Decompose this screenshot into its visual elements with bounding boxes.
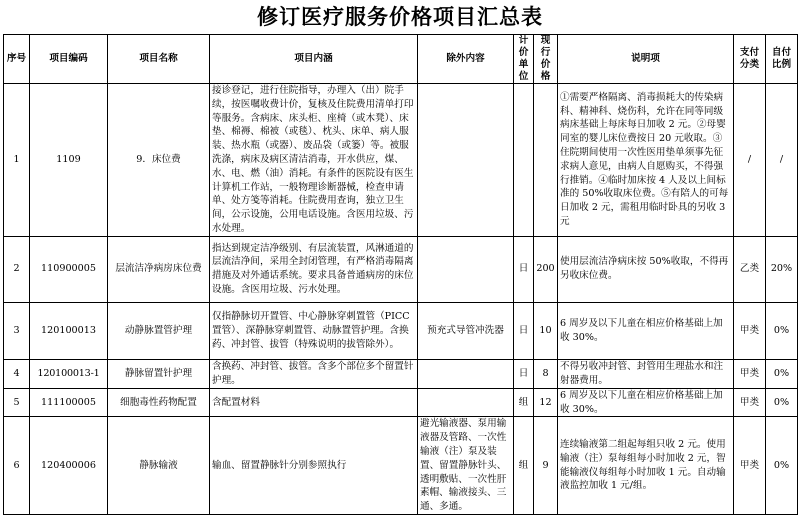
header-code: 项目编码 (30, 35, 108, 84)
cell-name: 9．床位费 (108, 84, 210, 237)
cell-content: 含换药、冲封管、拔管。含多个部位多个留置针护理。 (210, 359, 418, 388)
page-title: 修订医疗服务价格项目汇总表 (257, 4, 543, 29)
cell-self-ratio: / (766, 84, 798, 237)
cell-excluded: 预充式导管冲洗器 (418, 302, 514, 359)
cell-pay-class: 甲类 (734, 388, 766, 417)
cell-name: 静脉留置针护理 (108, 359, 210, 388)
cell-notes: 6 周岁及以下儿童在相应价格基础上加收 30%。 (558, 388, 734, 417)
cell-unit (514, 84, 534, 237)
header-pay-class: 支付分类 (734, 35, 766, 84)
cell-pay-class: 乙类 (734, 236, 766, 302)
cell-seq: 6 (4, 417, 30, 515)
table-row (4, 359, 798, 388)
cell-excluded (418, 359, 514, 388)
cell-self-ratio: 20% (766, 236, 798, 302)
header-price: 现行价格 (534, 35, 558, 84)
cell-price: 12 (534, 388, 558, 417)
header-notes: 说明项 (558, 35, 734, 84)
cell-price: 9 (534, 417, 558, 515)
cell-code: 120100013 (30, 302, 108, 359)
cell-self-ratio: 0% (766, 359, 798, 388)
cell-content: 仅指静脉切开置管、中心静脉穿刺置管（PICC 置管）、深静脉穿刺置管、动脉置管护理。含换药、冲封管、拔管（特殊说明的拔管除外）。 (210, 302, 418, 359)
cell-notes: ①需要严格隔离、消毒损耗大的传染病科、精神科、烧伤科，允许在同等同级病床基础上每床每日加收 2 元。②母婴同室的婴儿床位费按日 20 元收取。③住院期间使用一次性医用垫单须事先征求病人意见，由病人自愿购买，不得强行推销。④临时加床按 4 人及以上间标准的 50%收取床位费。⑤有陪人的可每日加收 2 元，需租用临时卧具的另收 3 元 (558, 84, 734, 237)
header-excluded: 除外内容 (418, 35, 514, 84)
cell-content: 接诊登记，进行住院指导，办理入（出）院手续，按医嘱收费计价，复核及住院费用清单打印等服务。含病床、床头柜、座椅（或木凳）、床垫、棉褥、棉被（或毯）、枕头、床单、病人服装、热水瓶（或器）、废品袋（或篓）等。被服洗涤，病床及病区清洁消毒，开水供应，煤、水、电、燃（油）消耗。有条件的医院设有医生计算机工作站，一般物理诊断器械，检查申请单、处方笺等消耗。住院费用查询，独立卫生间，公示设施，公用电话设施。含医用垃圾、污水处理。 (210, 84, 418, 237)
cell-name: 动静脉置管护理 (108, 302, 210, 359)
cell-seq: 2 (4, 236, 30, 302)
cell-seq: 4 (4, 359, 30, 388)
header-seq: 序号 (4, 35, 30, 84)
cell-unit: 日 (514, 236, 534, 302)
cell-seq: 5 (4, 388, 30, 417)
cell-content: 输血、留置静脉针分别参照执行 (210, 417, 418, 515)
cell-price: 10 (534, 302, 558, 359)
header-content: 项目内涵 (210, 35, 418, 84)
cell-code: 120100013-1 (30, 359, 108, 388)
header-row (4, 35, 798, 84)
table-row (4, 388, 798, 417)
cell-excluded (418, 84, 514, 237)
header-unit: 计价单位 (514, 35, 534, 84)
cell-pay-class: / (734, 84, 766, 237)
cell-price: 8 (534, 359, 558, 388)
cell-content: 含配置材料 (210, 388, 418, 417)
cell-notes: 6 周岁及以下儿童在相应价格基础上加收 30%。 (558, 302, 734, 359)
cell-code: 111100005 (30, 388, 108, 417)
cell-price (534, 84, 558, 237)
table-row (4, 84, 798, 237)
table-row (4, 236, 798, 302)
cell-pay-class: 甲类 (734, 302, 766, 359)
cell-excluded: 避光输液器、泵用输液器及管路、一次性输液（注）泵及装置、留置静脉针头、透明敷贴、一次性肝素帽、输液接头、三通、多通。 (418, 417, 514, 515)
cell-notes: 连续输液第二组起每组只收 2 元。使用输液（注）泵每组每小时加收 2 元，智能输液仪每组每小时加收 1 元。自动输液监控加收 1 元/组。 (558, 417, 734, 515)
cell-excluded (418, 236, 514, 302)
cell-seq: 1 (4, 84, 30, 237)
cell-notes: 不得另收冲封管、封管用生理盐水和注射器费用。 (558, 359, 734, 388)
cell-name: 层流洁净病房床位费 (108, 236, 210, 302)
table-row (4, 302, 798, 359)
cell-price: 200 (534, 236, 558, 302)
cell-self-ratio: 0% (766, 388, 798, 417)
cell-unit: 组 (514, 417, 534, 515)
cell-self-ratio: 0% (766, 417, 798, 515)
cell-content: 指达到规定洁净级别、有层流装置，风淋通道的层流洁净间，采用全封闭管理，有严格消毒隔离措施及对外通话系统。要求具备普通病房的床位设施。含医用垃圾、污水处理。 (210, 236, 418, 302)
header-self-ratio: 自付比例 (766, 35, 798, 84)
cell-code: 110900005 (30, 236, 108, 302)
cell-unit: 组 (514, 388, 534, 417)
price-table (3, 34, 798, 515)
cell-pay-class: 甲类 (734, 359, 766, 388)
cell-code: 120400006 (30, 417, 108, 515)
cell-code: 1109 (30, 84, 108, 237)
cell-excluded (418, 388, 514, 417)
header-name: 项目名称 (108, 35, 210, 84)
cell-seq: 3 (4, 302, 30, 359)
cell-self-ratio: 0% (766, 302, 798, 359)
cell-unit: 日 (514, 359, 534, 388)
cell-name: 细胞毒性药物配置 (108, 388, 210, 417)
cell-name: 静脉输液 (108, 417, 210, 515)
cell-unit: 日 (514, 302, 534, 359)
cell-pay-class: 甲类 (734, 417, 766, 515)
cell-notes: 使用层流洁净病床按 50%收取，不得再另收床位费。 (558, 236, 734, 302)
table-row (4, 417, 798, 515)
